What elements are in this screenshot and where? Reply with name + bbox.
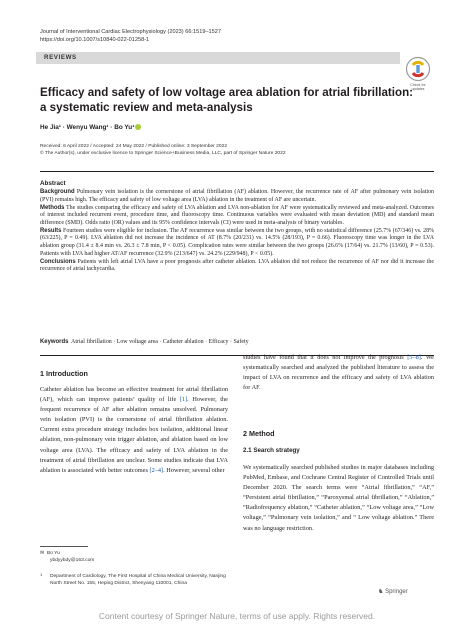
abstract-heading: Abstract: [40, 180, 66, 187]
publication-dates: Received: 6 April 2022 / Accepted: 24 May 2022 / Published online: 3 September 2022 © The Author(s), under exclusive licence to Springer Science+Business Media, LLC, part of Springer Nature 2022: [40, 144, 286, 156]
section-heading-method: 2 Method: [243, 429, 275, 438]
author-list: He Jia¹ · Wenyu Wang¹ · Bo Yu¹: [40, 124, 141, 131]
abstract-methods: Methods The studies comparing the efficacy and safety of LVA ablation and LVA non-ablation for AF were systematically reviewed and meta-analyzed. Outcomes of interest included recurrent event, procedure time, and fluoroscopy time. Continuous variables were evaluated with mean deviation (MD) and standard mean difference (SMD). Odds ratio (OR) values and its 95% confidence intervals (CI) were used in meta-analysis of binary variables.: [40, 204, 434, 226]
doi-link[interactable]: https://doi.org/10.1007/s10840-022-01258-1: [40, 37, 150, 43]
section-heading-introduction: 1 Introduction: [40, 369, 88, 378]
keywords: Keywords Atrial fibrillation · Low voltage area · Catheter ablation · Efficacy · Safety: [40, 339, 249, 345]
section-label: REVIEWS: [44, 53, 77, 61]
author-email[interactable]: ybdyybdy@163.com: [50, 557, 95, 563]
journal-line: Journal of Interventional Cardiac Electrophysiology (2023) 66:1519–1527: [40, 29, 221, 35]
footnote-rule: [40, 546, 88, 547]
subsection-heading-search: 2.1 Search strategy: [243, 447, 300, 454]
citation-link[interactable]: [1]: [179, 396, 188, 404]
check-for-updates-label: Check for updates: [410, 83, 426, 92]
check-for-updates-icon[interactable]: [405, 56, 431, 82]
affiliation: 1 Department of Cardiology, The First Hospital of China Medical University, Nanjing North Street No. 155, Heping District, Shenyang 110001, China: [40, 572, 226, 586]
article-title: Efficacy and safety of low voltage area ablation for atrial fibrillation: a systematic review and meta-analysis: [40, 86, 414, 114]
courtesy-notice: Content courtesy of Springer Nature, terms of use apply. Rights reserved.: [98, 611, 376, 621]
abstract-body: [40, 189, 434, 274]
mail-icon: ✉: [40, 551, 45, 556]
journal-citation: [40, 28, 221, 44]
publisher-logo: ♞ Springer: [378, 589, 408, 595]
search-strategy-paragraph: We systematically searched published studies in major databases including PubMed, Embase, and Cochrane Central Register of Controlled Trials until December 2020. The search terms were “Atrial fibrillation,” “AF,” “Persistent atrial fibrillation,” “Paroxysmal atrial fibrillation,” “Ablation,” “Radiofrequency ablation,” “Catheter ablation,” “Low voltage area,” “Low voltage,” “Pulmonary vein isolation,” and “ Low voltage ablation.” There was no language restriction.: [243, 464, 434, 532]
abstract-results: Results Fourteen studies were eligible for inclusion. The AF recurrence was similar between the two groups, with no statistical difference (25.7% (67/346) vs. 28% (63/225), P = 0.49). LVA ablation did not increase the incidence of AT (8.7% (20/231) vs. 14.5% (28/193), P = 0.66). Fluoroscopy time was longer in the LVA ablation group (31.4 ± 8.4 min vs. 26.3 ± 7.8 min, P < 0.05). Complication rates were similar between the two groups (26.6% (17/64) vs. 21.7% (13/60), P = 0.53). Patients with LVA had higher AT/AF recurrence (32.9% (213/647) vs. 24.2% (229/948), P < 0.05).: [40, 227, 434, 257]
section-banner: [36, 52, 400, 64]
abstract-background: Background Pulmonary vein isolation is the cornerstone of atrial fibrillation (AF) ablation. However, the recurrence rate of AF after pulmonary vein isolation (PVI) remains high. The efficacy and safety of low voltage area (LVA) ablation in the treatment of AF are uncertain.: [40, 189, 434, 203]
citation-link[interactable]: [5–8]: [407, 354, 421, 361]
introduction-continued: studies have found that it does not improve the prognosis [5–8]. We systematically searched and analyzed the published literature to assess the impact of LVA on recurrence and the efficacy and safety of LVA ablation for AF.: [243, 354, 434, 392]
introduction-paragraph: Catheter ablation has become an effective treatment for atrial fibrillation (AF), which can improve patients’ quality of life [1]. However, the frequent recurrence of AF after ablation remains unsolved. Pulmonary vein isolation (PVI) is the cornerstone of atrial fibrillation ablation. Current extra procedure strategy includes box isolation, additional linear ablation, non-pulmonary vein trigger ablation, and ablation based on low voltage area (LVA). The efficacy and safety of LVA ablation in the treatment of atrial fibrillation are unclear. Some studies indicate that LVA ablation is associated with better outcomes [2–4]. However, several other: [40, 386, 228, 474]
orcid-icon[interactable]: [135, 124, 141, 130]
citation-link[interactable]: [2–4]: [149, 466, 164, 474]
abstract-conclusions: Conclusions Patients with left atrial LVA have a poor prognosis after catheter ablation. LVA ablation did not reduce the recurrence of AF nor did it increase the recurrence of atrial tachycardia.: [40, 258, 434, 273]
springer-horse-icon: ♞: [378, 589, 384, 595]
corresponding-author: ✉ Bo Yu ybdyybdy@163.com: [40, 551, 228, 564]
divider: [40, 171, 434, 172]
